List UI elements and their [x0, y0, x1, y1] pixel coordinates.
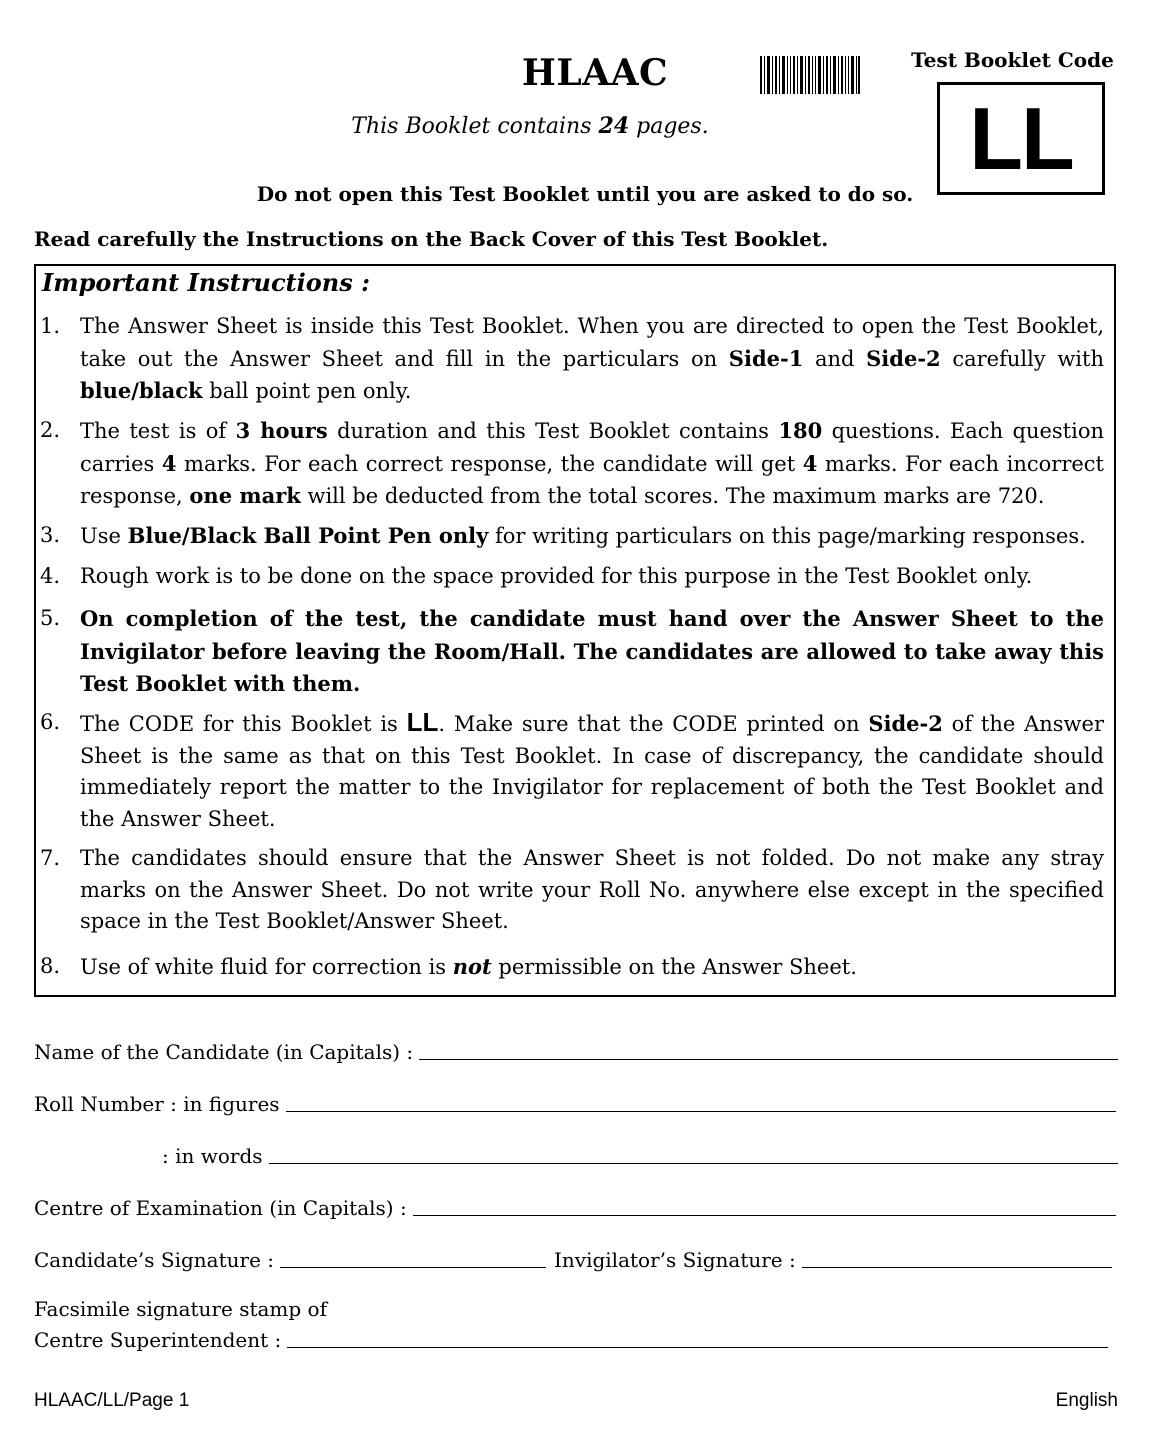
- instruction-segment: The candidates should ensure that the Answer Sheet is not folded. Do not make any stray marks on the Answer Sheet. Do not write your Roll No. anywhere else except in the specified space in the Test Booklet/Answer Sheet.: [80, 846, 1104, 933]
- instruction-segment: Rough work is to be done on the space provided for this purpose in the Test Booklet only.: [80, 564, 1033, 588]
- instruction-item-7: [40, 843, 1104, 938]
- instruction-segment: Use of white fluid for correction is: [80, 955, 453, 979]
- booklet-code-inline: LL: [406, 707, 439, 737]
- instruction-segment: Use: [80, 524, 128, 548]
- page-reference: HLAAC/LL/Page 1: [34, 1390, 190, 1411]
- language-label: English: [1055, 1390, 1118, 1411]
- facsimile-label-row: [34, 1297, 327, 1321]
- bold-text: 4: [161, 450, 177, 476]
- instruction-segment: and: [803, 346, 867, 371]
- instruction-text: [80, 603, 1104, 701]
- bold-text: Side-2: [866, 345, 941, 371]
- instruction-item-1: [40, 311, 1104, 408]
- signatures-row: [34, 1248, 1112, 1272]
- instruction-segment: The Answer Sheet is inside this Test Booklet. When you are directed to open the Test Booklet, take out the Answer Sheet and fill in the particulars on: [80, 314, 1104, 371]
- instruction-text: [80, 561, 1104, 593]
- bold-text: 4: [802, 450, 818, 476]
- instruction-segment: questions. Each question carries: [80, 419, 1105, 476]
- do-not-open-notice: Do not open this Test Booklet until you are asked to do so.: [256, 182, 914, 206]
- instruction-segment: marks. For each correct response, the candidate will get: [176, 451, 803, 476]
- instruction-number: 5.: [40, 606, 61, 630]
- barcode: [760, 56, 860, 94]
- roll-number-figures-field[interactable]: [34, 1092, 1116, 1116]
- instruction-text: [80, 951, 1104, 984]
- roll-number-words-label: : in words: [162, 1144, 263, 1168]
- emphasis-text: not: [452, 954, 492, 979]
- instruction-item-3: [40, 520, 1104, 553]
- bold-text: Blue/Black Ball Point Pen only: [127, 523, 489, 548]
- roll-number-words-line[interactable]: [269, 1162, 1118, 1164]
- instruction-segment: carefully with: [940, 346, 1104, 371]
- bold-text: Side-1: [728, 345, 804, 371]
- instruction-item-4: [40, 561, 1104, 593]
- instruction-segment: of the Answer Sheet is the same as that on this Test Booklet. In case of discrepancy, the candidate should immediately report the matter to the Invigilator for replacement of both the Test Booklet and the Answer Sheet.: [80, 712, 1104, 831]
- roll-number-figures-line[interactable]: [286, 1110, 1116, 1112]
- centre-label: Centre of Examination (in Capitals) :: [34, 1196, 407, 1220]
- candidate-name-label: Name of the Candidate (in Capitals) :: [34, 1040, 414, 1064]
- test-booklet-code-box: LL: [937, 82, 1105, 195]
- instruction-item-5: [40, 603, 1104, 701]
- instruction-number: 6.: [40, 710, 61, 734]
- centre-superintendent-field[interactable]: [34, 1328, 1108, 1352]
- bold-text: On completion of the test, the candidate must hand over the Answer Sheet to the Invigilator before leaving the Room/Hall. The candidates are allowed to take away this Test Booklet with them.: [80, 606, 1104, 696]
- instruction-number: 7.: [40, 846, 61, 870]
- instruction-segment: ball point pen only.: [202, 379, 412, 403]
- instruction-text: [80, 707, 1104, 835]
- instruction-text: [80, 843, 1104, 938]
- bold-text: one mark: [189, 483, 301, 508]
- instruction-number: 2.: [40, 418, 61, 442]
- instruction-item-2: [40, 415, 1104, 513]
- centre-superintendent-line[interactable]: [287, 1346, 1108, 1348]
- booklet-series-title: HLAAC: [521, 52, 669, 94]
- bold-text: blue/black: [80, 378, 203, 403]
- candidate-name-field[interactable]: [34, 1040, 1118, 1064]
- facsimile-label: Facsimile signature stamp of: [34, 1297, 327, 1321]
- instruction-segment: permissible on the Answer Sheet.: [491, 955, 857, 979]
- booklet-pages-note: [300, 113, 760, 139]
- bold-text: 3 hours: [235, 418, 328, 443]
- pages-prefix: This Booklet contains: [351, 114, 599, 139]
- test-booklet-code-label: Test Booklet Code: [911, 48, 1114, 72]
- centre-line[interactable]: [413, 1214, 1116, 1216]
- roll-number-words-field[interactable]: [162, 1144, 1118, 1168]
- instruction-item-8: [40, 951, 1104, 984]
- instruction-segment: The CODE for this Booklet is: [80, 712, 407, 736]
- instructions-heading: Important Instructions :: [42, 268, 370, 297]
- instruction-item-6: [40, 707, 1104, 835]
- instruction-text: [80, 520, 1104, 553]
- bold-text: 180: [778, 418, 823, 443]
- instruction-segment: for writing particulars on this page/marking responses.: [488, 524, 1086, 548]
- candidate-signature-line[interactable]: [280, 1266, 546, 1268]
- instruction-segment: will be deducted from the total scores. The maximum marks are 720.: [300, 484, 1045, 508]
- instruction-number: 3.: [40, 523, 61, 547]
- centre-superintendent-label: Centre Superintendent :: [34, 1328, 282, 1352]
- pages-count: 24: [598, 113, 630, 139]
- instruction-number: 1.: [40, 314, 61, 338]
- instruction-number: 4.: [40, 564, 61, 588]
- instruction-segment: marks. For each incorrect response,: [80, 451, 1104, 508]
- pages-suffix: pages.: [629, 114, 709, 139]
- instruction-text: [80, 311, 1104, 408]
- bold-text: Side-2: [868, 711, 943, 736]
- instruction-segment: duration and this Test Booklet contains: [327, 419, 779, 443]
- invigilator-signature-label: Invigilator’s Signature :: [554, 1248, 796, 1272]
- read-carefully-notice: Read carefully the Instructions on the Back Cover of this Test Booklet.: [34, 227, 829, 251]
- roll-number-label: Roll Number : in figures: [34, 1092, 280, 1116]
- invigilator-signature-line[interactable]: [802, 1266, 1112, 1268]
- centre-of-examination-field[interactable]: [34, 1196, 1116, 1220]
- candidate-signature-label: Candidate’s Signature :: [34, 1248, 274, 1272]
- instruction-segment: . Make sure that the CODE printed on: [438, 712, 869, 736]
- instruction-segment: The test is of: [80, 419, 236, 443]
- instruction-text: [80, 415, 1104, 513]
- candidate-name-line[interactable]: [419, 1058, 1118, 1060]
- instruction-number: 8.: [40, 954, 61, 978]
